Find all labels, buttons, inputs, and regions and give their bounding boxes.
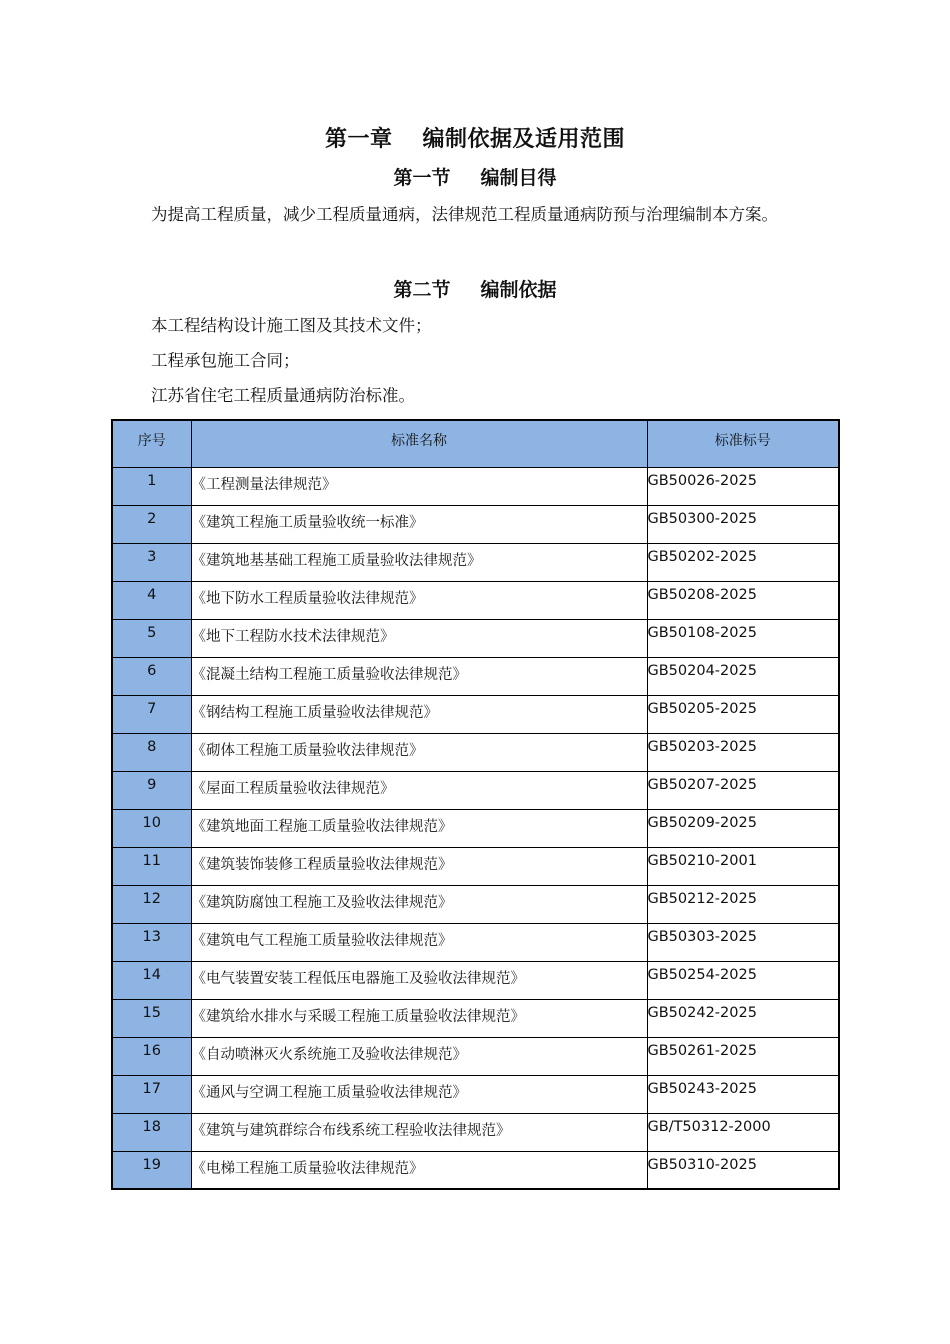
standards-table xyxy=(111,419,840,1190)
section-1-number: 第一节 xyxy=(393,167,451,189)
standard-code: GB50242-2025 xyxy=(647,999,839,1037)
standard-code: GB50254-2025 xyxy=(647,961,839,999)
standard-code: GB50108-2025 xyxy=(647,619,839,657)
basis-item: 本工程结构设计施工图及其技术文件； xyxy=(151,316,432,335)
table-row xyxy=(112,923,839,961)
standard-name: 《自动喷淋灭火系统施工及验收法律规范》 xyxy=(191,1037,647,1075)
standard-code: GB50212-2025 xyxy=(647,885,839,923)
row-number: 9 xyxy=(112,771,191,809)
section-2-number: 第二节 xyxy=(393,279,451,301)
chapter-number: 第一章 xyxy=(324,127,393,152)
basis-item: 江苏省住宅工程质量通病防治标准。 xyxy=(151,386,415,405)
row-number: 15 xyxy=(112,999,191,1037)
standard-name: 《工程测量法律规范》 xyxy=(191,467,647,505)
purpose-paragraph: 为提高工程质量，减少工程质量通病，法律规范工程质量通病防预与治理编制本方案。 xyxy=(151,205,778,224)
standard-code: GB50202-2025 xyxy=(647,543,839,581)
table-row xyxy=(112,695,839,733)
standard-name: 《建筑工程施工质量验收统一标准》 xyxy=(191,505,647,543)
standard-name: 《电气装置安装工程低压电器施工及验收法律规范》 xyxy=(191,961,647,999)
row-number: 11 xyxy=(112,847,191,885)
section-2-title: 编制依据 xyxy=(480,279,557,301)
table-row xyxy=(112,809,839,847)
standard-name: 《建筑地基基础工程施工质量验收法律规范》 xyxy=(191,543,647,581)
standard-code: GB/T50312-2000 xyxy=(647,1113,839,1151)
table-row xyxy=(112,1151,839,1189)
row-number: 1 xyxy=(112,467,191,505)
standard-code: GB50205-2025 xyxy=(647,695,839,733)
row-number: 17 xyxy=(112,1075,191,1113)
standard-code: GB50026-2025 xyxy=(647,467,839,505)
table-row xyxy=(112,1037,839,1075)
table-row xyxy=(112,999,839,1037)
table-row xyxy=(112,505,839,543)
header-code: 标准标号 xyxy=(647,420,839,467)
table-row xyxy=(112,581,839,619)
standard-code: GB50310-2025 xyxy=(647,1151,839,1189)
section-1-heading xyxy=(0,163,950,190)
row-number: 16 xyxy=(112,1037,191,1075)
table-row xyxy=(112,847,839,885)
standard-code: GB50210-2001 xyxy=(647,847,839,885)
section-2-heading xyxy=(0,275,950,302)
table-row xyxy=(112,1113,839,1151)
standard-code: GB50209-2025 xyxy=(647,809,839,847)
table-row xyxy=(112,885,839,923)
table-row xyxy=(112,657,839,695)
standard-name: 《地下工程防水技术法律规范》 xyxy=(191,619,647,657)
standard-name: 《砌体工程施工质量验收法律规范》 xyxy=(191,733,647,771)
table-row xyxy=(112,771,839,809)
standard-name: 《建筑防腐蚀工程施工及验收法律规范》 xyxy=(191,885,647,923)
table-row xyxy=(112,733,839,771)
row-number: 10 xyxy=(112,809,191,847)
standard-code: GB50207-2025 xyxy=(647,771,839,809)
row-number: 18 xyxy=(112,1113,191,1151)
chapter-heading xyxy=(0,122,950,153)
row-number: 7 xyxy=(112,695,191,733)
standard-name: 《建筑电气工程施工质量验收法律规范》 xyxy=(191,923,647,961)
row-number: 13 xyxy=(112,923,191,961)
standard-code: GB50243-2025 xyxy=(647,1075,839,1113)
standard-name: 《通风与空调工程施工质量验收法律规范》 xyxy=(191,1075,647,1113)
chapter-title: 编制依据及适用范围 xyxy=(422,127,626,152)
table-row xyxy=(112,619,839,657)
row-number: 14 xyxy=(112,961,191,999)
standard-code: GB50203-2025 xyxy=(647,733,839,771)
table-row xyxy=(112,543,839,581)
standard-code: GB50208-2025 xyxy=(647,581,839,619)
standard-code: GB50261-2025 xyxy=(647,1037,839,1075)
basis-item: 工程承包施工合同； xyxy=(151,351,300,370)
table-row xyxy=(112,1075,839,1113)
header-name: 标准名称 xyxy=(191,420,647,467)
row-number: 3 xyxy=(112,543,191,581)
standard-code: GB50204-2025 xyxy=(647,657,839,695)
section-1-title: 编制目得 xyxy=(480,167,557,189)
row-number: 19 xyxy=(112,1151,191,1189)
standard-code: GB50303-2025 xyxy=(647,923,839,961)
standard-name: 《混凝土结构工程施工质量验收法律规范》 xyxy=(191,657,647,695)
row-number: 2 xyxy=(112,505,191,543)
row-number: 4 xyxy=(112,581,191,619)
standard-code: GB50300-2025 xyxy=(647,505,839,543)
standard-name: 《建筑装饰装修工程质量验收法律规范》 xyxy=(191,847,647,885)
row-number: 5 xyxy=(112,619,191,657)
row-number: 12 xyxy=(112,885,191,923)
standard-name: 《建筑地面工程施工质量验收法律规范》 xyxy=(191,809,647,847)
table-header-row xyxy=(112,420,839,467)
standard-name: 《地下防水工程质量验收法律规范》 xyxy=(191,581,647,619)
header-no: 序号 xyxy=(112,420,191,467)
standard-name: 《屋面工程质量验收法律规范》 xyxy=(191,771,647,809)
standard-name: 《建筑给水排水与采暖工程施工质量验收法律规范》 xyxy=(191,999,647,1037)
standard-name: 《建筑与建筑群综合布线系统工程验收法律规范》 xyxy=(191,1113,647,1151)
row-number: 8 xyxy=(112,733,191,771)
table-row xyxy=(112,467,839,505)
standard-name: 《电梯工程施工质量验收法律规范》 xyxy=(191,1151,647,1189)
table-row xyxy=(112,961,839,999)
standard-name: 《钢结构工程施工质量验收法律规范》 xyxy=(191,695,647,733)
row-number: 6 xyxy=(112,657,191,695)
